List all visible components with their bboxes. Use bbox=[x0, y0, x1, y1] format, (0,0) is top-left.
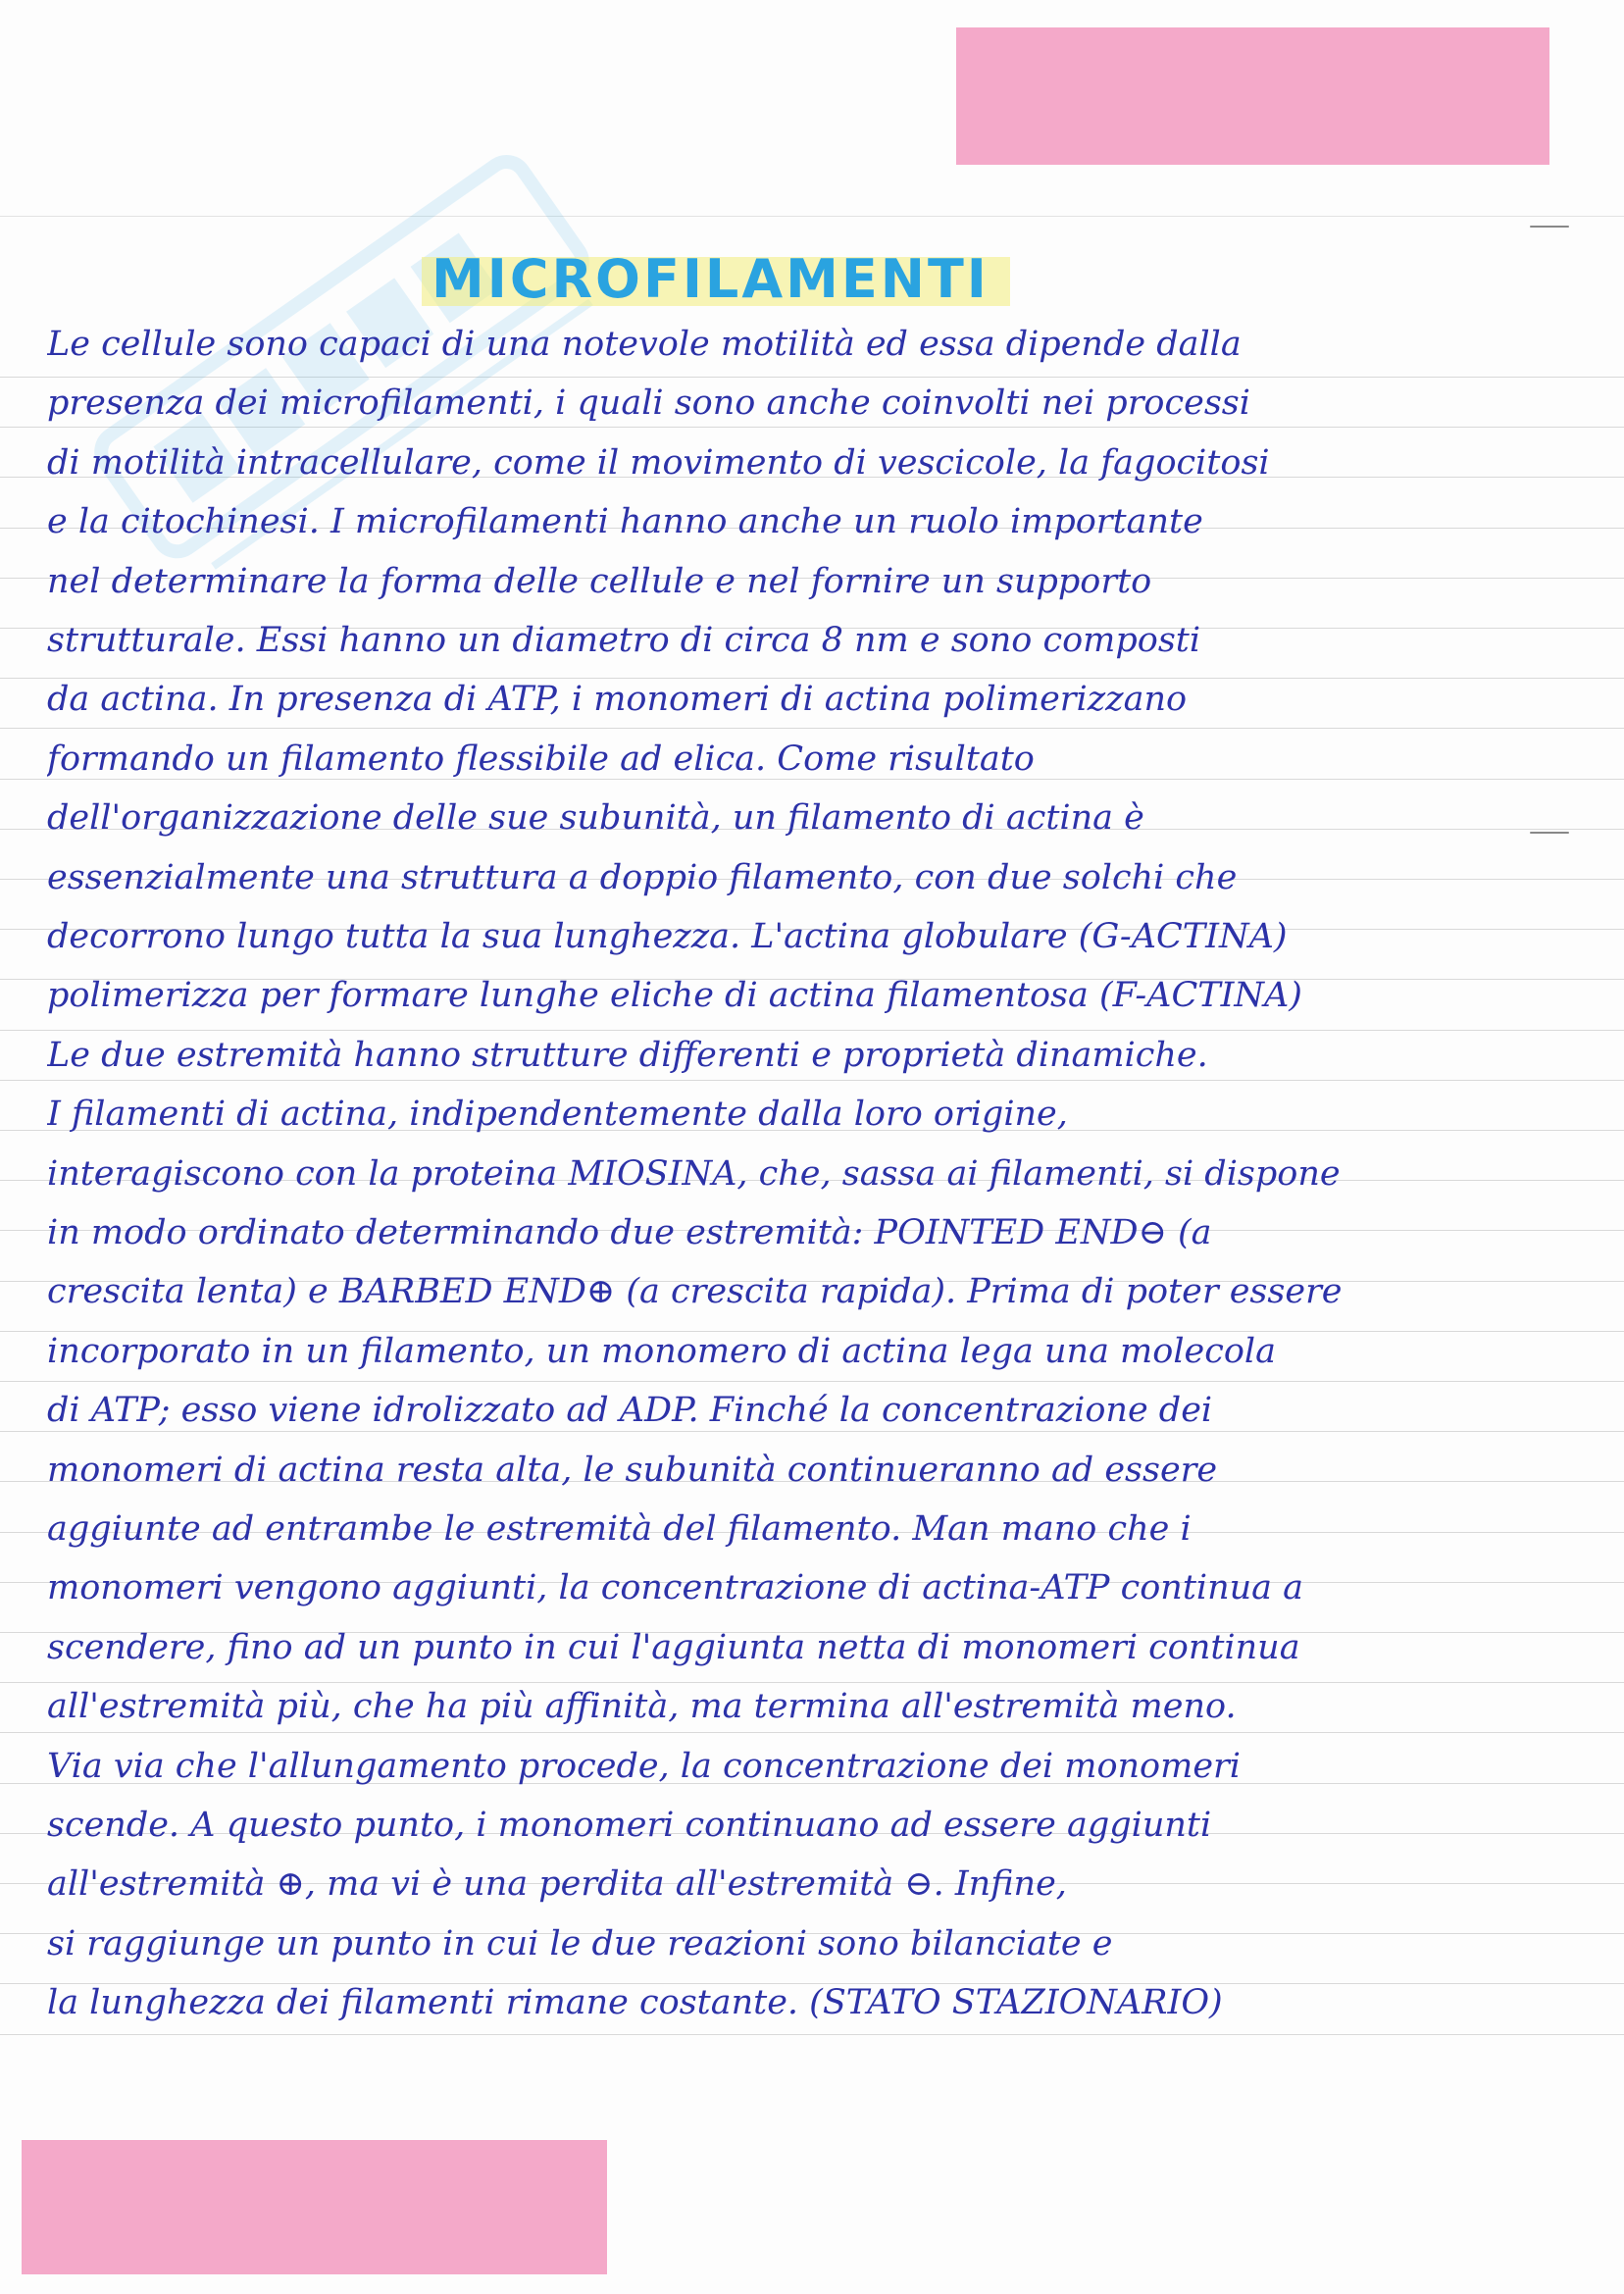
text-line: incorporato in un filamento, un monomero di actina lega una molecola bbox=[47, 1332, 1276, 1371]
text-line: dell'organizzazione delle sue subunità, un filamento di actina è bbox=[47, 798, 1144, 838]
ruled-line bbox=[0, 2034, 1624, 2035]
ruled-line bbox=[0, 1381, 1624, 1382]
text-line: I filamenti di actina, indipendentemente dalla loro origine, bbox=[47, 1095, 1068, 1134]
text-line: Via via che l'allungamento procede, la concentrazione dei monomeri bbox=[47, 1747, 1241, 1786]
ruled-line bbox=[0, 1732, 1624, 1733]
text-line: all'estremità più, che ha più affinità, ma termina all'estremità meno. bbox=[47, 1687, 1237, 1726]
text-line: in modo ordinato determinando due estremità: POINTED END⊖ (a bbox=[47, 1213, 1212, 1252]
text-line: crescita lenta) e BARBED END⊕ (a crescita rapida). Prima di poter essere bbox=[47, 1272, 1343, 1311]
text-line: scendere, fino ad un punto in cui l'aggiunta netta di monomeri continua bbox=[47, 1628, 1300, 1667]
text-line: Le cellule sono capaci di una notevole motilità ed essa dipende dalla bbox=[47, 325, 1242, 364]
page-edge-mark bbox=[1530, 226, 1569, 228]
text-line: interagiscono con la proteina MIOSINA, che, sassa ai filamenti, si dispone bbox=[47, 1154, 1341, 1194]
text-line: presenza dei microfilamenti, i quali sono anche coinvolti nei processi bbox=[47, 383, 1250, 423]
text-line: scende. A questo punto, i monomeri continuano ad essere aggiunti bbox=[47, 1806, 1212, 1845]
text-line: decorrono lungo tutta la sua lunghezza. L'actina globulare (G-ACTINA) bbox=[47, 917, 1288, 956]
text-line: Le due estremità hanno strutture differenti e proprietà dinamiche. bbox=[47, 1036, 1208, 1075]
text-line: nel determinare la forma delle cellule e nel fornire un supporto bbox=[47, 562, 1152, 601]
text-line: strutturale. Essi hanno un diametro di circa 8 nm e sono composti bbox=[47, 621, 1201, 660]
text-line: monomeri di actina resta alta, le subunità continueranno ad essere bbox=[47, 1451, 1218, 1490]
text-line: polimerizza per formare lunghe eliche di actina filamentosa (F-ACTINA) bbox=[47, 976, 1302, 1015]
text-line: la lunghezza dei filamenti rimane costante. (STATO STAZIONARIO) bbox=[47, 1983, 1223, 2022]
page-title: MICROFILAMENTI bbox=[431, 248, 990, 310]
text-line: formando un filamento flessibile ad elica. Come risultato bbox=[47, 739, 1035, 779]
pink-sticky-tab-bottom bbox=[22, 2140, 607, 2274]
text-line: da actina. In presenza di ATP, i monomeri di actina polimerizzano bbox=[47, 680, 1188, 719]
top-rule bbox=[0, 216, 1624, 217]
text-line: all'estremità ⊕, ma vi è una perdita all'estremità ⊖. Infine, bbox=[47, 1864, 1067, 1904]
text-line: essenzialmente una struttura a doppio filamento, con due solchi che bbox=[47, 858, 1238, 897]
text-line: si raggiunge un punto in cui le due reazioni sono bilanciate e bbox=[47, 1924, 1113, 1963]
text-line: e la citochinesi. I microfilamenti hanno anche un ruolo importante bbox=[47, 502, 1203, 541]
text-line: di motilità intracellulare, come il movimento di vescicole, la fagocitosi bbox=[47, 443, 1270, 483]
text-line: aggiunte ad entrambe le estremità del filamento. Man mano che i bbox=[47, 1509, 1192, 1549]
ruled-line bbox=[0, 728, 1624, 729]
pink-sticky-tab-top bbox=[956, 27, 1549, 165]
text-line: di ATP; esso viene idrolizzato ad ADP. Finché la concentrazione dei bbox=[47, 1391, 1213, 1430]
text-line: monomeri vengono aggiunti, la concentrazione di actina-ATP continua a bbox=[47, 1568, 1304, 1607]
